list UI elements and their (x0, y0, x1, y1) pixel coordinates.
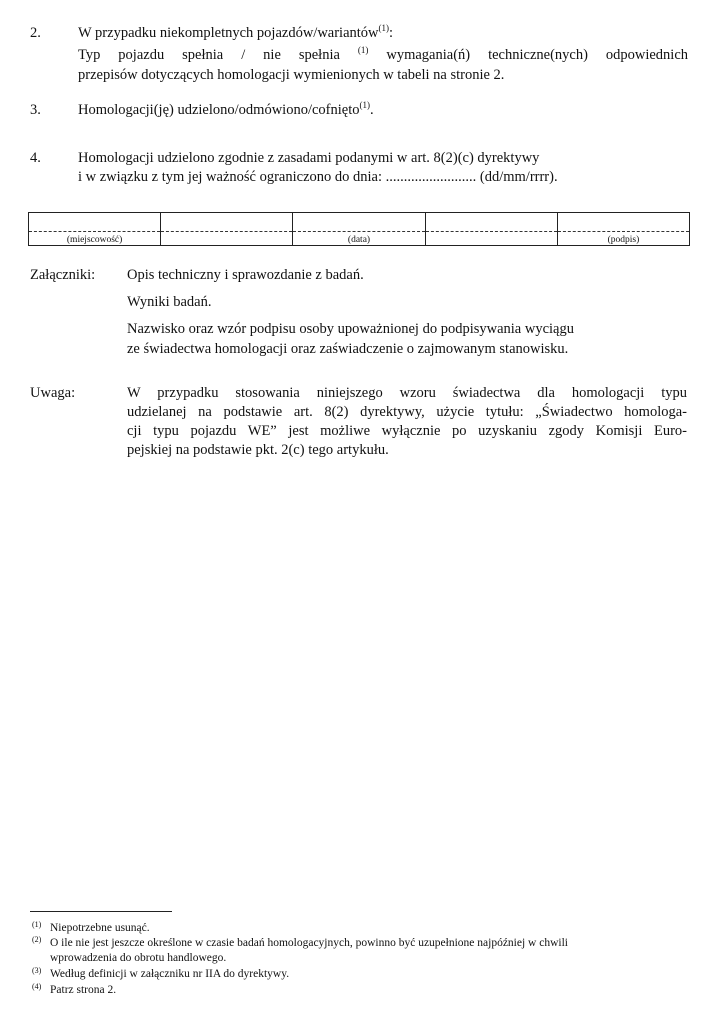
item-2-line-3: przepisów dotyczących homologacji wymienionych w tabeli na stronie 2. (78, 67, 505, 83)
footnote-text: Niepotrzebne usunąć. (50, 922, 150, 934)
footnote-text: O ile nie jest jeszcze określone w czasie badań homologacyjnych, powinno być uzupełnione najpóźniej w chwili (50, 937, 568, 949)
item-2-line-2 (78, 46, 688, 65)
item-3-period: . (369, 102, 374, 118)
attachment-line: Wyniki badań. (127, 294, 212, 310)
attachment-line: Opis techniczny i sprawozdanie z badań. (127, 267, 364, 283)
footnote-ref: (1) (357, 45, 369, 55)
footnote-text: wprowadzenia do obrotu handlowego. (50, 952, 227, 964)
item-2-text-b: wymagania(ń) techniczne(nych) odpowiednich (386, 47, 689, 63)
note-line: W przypadku stosowania niniejszego wzoru świadectwa dla homologacji typu (127, 385, 687, 401)
note-line: pejskiej na podstawie pkt. 2(c) tego artykułu. (127, 442, 389, 458)
footnote-mark: (3) (32, 966, 42, 975)
item-number-3: 3. (30, 102, 41, 118)
attachment-line: ze świadectwa homologacji oraz zaświadczenie o zajmowanym stanowisku. (127, 341, 569, 357)
signature-cell-4[interactable] (426, 213, 558, 245)
item-2-text-a: Typ pojazdu spełnia / nie spełnia (78, 47, 340, 63)
footnote-mark: (1) (32, 920, 42, 929)
signature-table (28, 212, 690, 246)
item-2-heading-text: W przypadku niekompletnych pojazdów/wariantów (78, 25, 379, 41)
footnote-ref: (1) (378, 23, 390, 33)
place-caption: (miejscowość) (66, 235, 123, 245)
item-2-heading-colon: : (389, 25, 394, 41)
footnote-mark: (4) (32, 982, 42, 991)
item-4-line-1: Homologacji udzielono zgodnie z zasadami podanymi w art. 8(2)(c) dyrektywy (78, 150, 540, 166)
signature-cell-place[interactable] (29, 213, 161, 245)
footnote-mark: (2) (32, 935, 42, 944)
item-2-heading (78, 24, 688, 43)
note-line: cji typu pojazdu WE” jest możliwe wyłącznie po uzyskaniu zgody Komisji Euro- (127, 423, 687, 439)
note-label: Uwaga: (30, 385, 76, 401)
item-3-label: Homologacji(ję) udzielono/odmówiono/cofnięto (78, 102, 360, 118)
item-number-4: 4. (30, 150, 41, 166)
footnote-ref: (1) (359, 100, 370, 110)
item-4-line-2: i w związku z tym jej ważność ograniczono do dnia: ......................... (dd/mm/rrrr). (78, 169, 558, 185)
footnote-divider (30, 911, 172, 912)
attachment-line: Nazwisko oraz wzór podpisu osoby upoważnionej do podpisywania wyciągu (127, 321, 574, 337)
note-line: udzielanej na podstawie art. 8(2) dyrektywy, użycie tytułu: „Świadectwo homologa- (127, 404, 687, 420)
item-3-text (78, 101, 688, 120)
item-number-2: 2. (30, 25, 41, 41)
signature-cell-sign[interactable] (558, 213, 689, 245)
signature-cell-2[interactable] (161, 213, 293, 245)
footnote-text: Według definicji w załączniku nr IIA do dyrektywy. (50, 968, 290, 980)
date-caption: (data) (347, 235, 371, 245)
signature-caption: (podpis) (607, 235, 640, 245)
attachments-label: Załączniki: (30, 267, 96, 283)
signature-cell-date[interactable] (293, 213, 425, 245)
footnote-text: Patrz strona 2. (50, 984, 117, 996)
